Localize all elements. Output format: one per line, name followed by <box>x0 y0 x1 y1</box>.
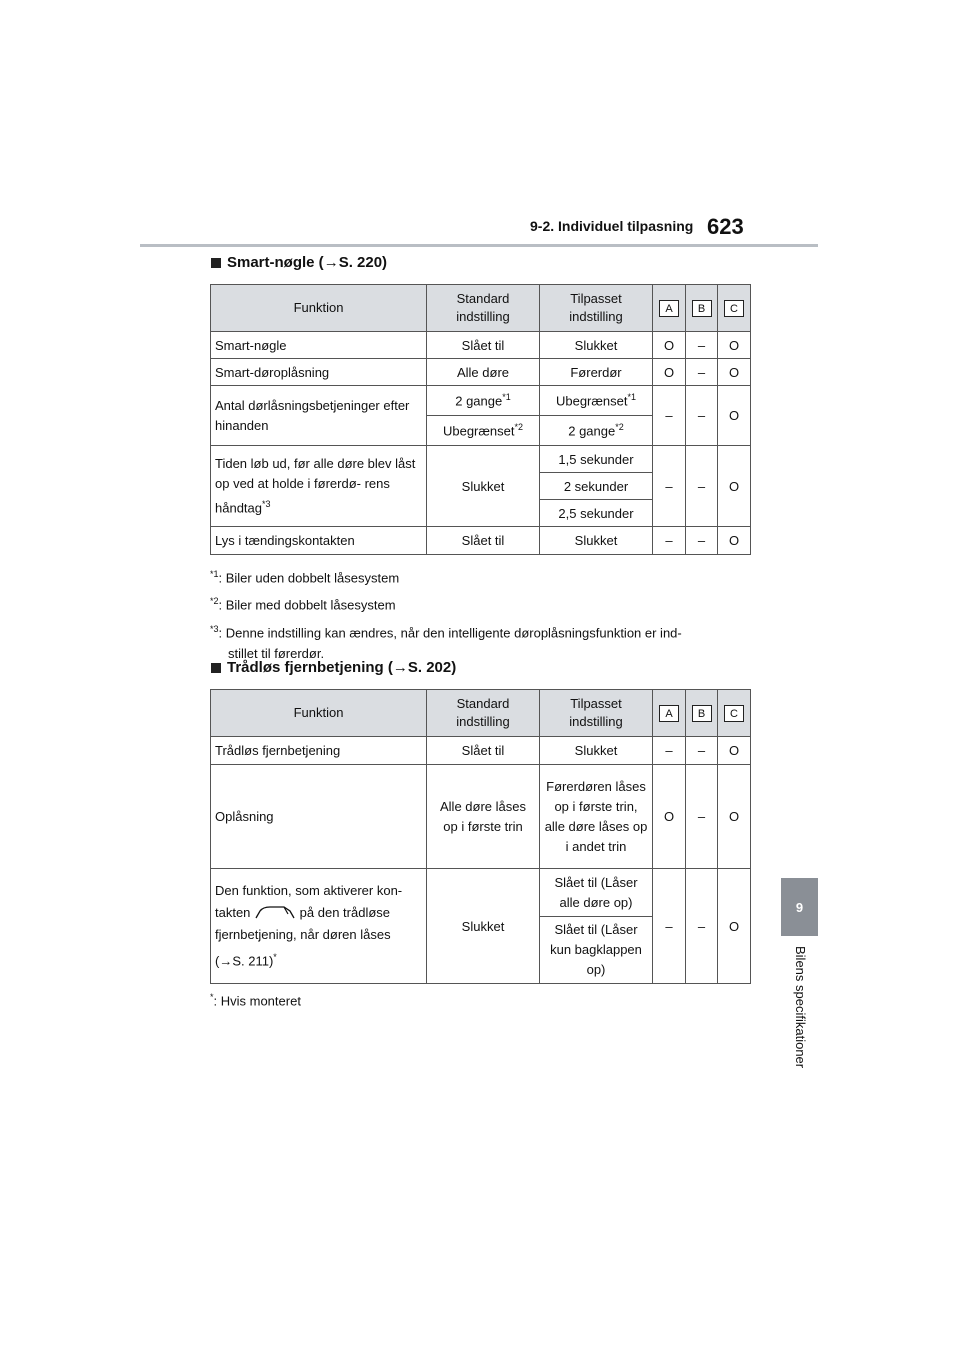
table-header-row <box>211 285 751 332</box>
cell-tilpasset: 1,5 sekunder <box>540 446 653 473</box>
cell-b: – <box>686 737 718 765</box>
bullet-square-icon <box>211 258 221 268</box>
section-heading-text: Smart-nøgle ( <box>227 254 324 271</box>
col-b <box>686 285 718 332</box>
cell-a: – <box>653 446 686 527</box>
cell-tilpasset: 2,5 sekunder <box>540 500 653 527</box>
footnote-text: : Biler med dobbelt låsesystem <box>218 597 396 613</box>
col-standard: Standard indstilling <box>427 285 540 332</box>
cell-a: – <box>653 386 686 446</box>
cell-text: Den funktion, som aktiverer kon- <box>215 882 403 898</box>
bullet-square-icon <box>211 663 221 673</box>
header-divider <box>140 244 818 247</box>
footnote <box>210 564 682 588</box>
col-tilpasset: Tilpasset indstilling <box>540 285 653 332</box>
remote-table <box>210 689 751 984</box>
table-header-row <box>211 690 751 737</box>
cell-text: ( <box>215 953 220 969</box>
footnote-mark: *2 <box>615 422 624 433</box>
cell-tilpasset: Slået til (Låser alle døre op) <box>540 869 653 917</box>
cell-funktion: Antal dørlåsningsbetjeninger efter hinanden <box>211 386 427 446</box>
cell-funktion: Trådløs fjernbetjening <box>211 737 427 765</box>
cell-standard: Slukket <box>427 446 540 527</box>
cell-tilpasset: Slået til (Låser kun bagklappen op) <box>540 917 653 984</box>
footnote <box>210 619 682 643</box>
cell-a: – <box>653 737 686 765</box>
cell-b: – <box>686 869 718 984</box>
cell-c: O <box>718 869 751 984</box>
cell-c: O <box>718 359 751 386</box>
cell-funktion <box>211 869 427 984</box>
col-tilpasset: Tilpasset indstilling <box>540 690 653 737</box>
table-row <box>211 737 751 765</box>
table-row <box>211 386 751 416</box>
cell-c: O <box>718 386 751 446</box>
cell-funktion <box>211 446 427 527</box>
footnote-mark: *1 <box>627 392 637 403</box>
col-a <box>653 285 686 332</box>
cell-standard: Alle døre <box>427 359 540 386</box>
footnote-mark: *2 <box>514 422 524 433</box>
badge-a: A <box>659 705 679 722</box>
badge-a: A <box>659 300 679 317</box>
cell-tilpasset: 2 sekunder <box>540 473 653 500</box>
section-heading-smart-key <box>211 254 387 271</box>
cell-c: O <box>718 332 751 359</box>
col-b <box>686 690 718 737</box>
section-heading-remote <box>211 659 456 676</box>
footnote-mark: * <box>273 951 277 962</box>
cell-text: 2 gange <box>455 393 503 409</box>
col-a <box>653 690 686 737</box>
footnotes-remote <box>210 987 301 1011</box>
badge-c: C <box>724 705 744 722</box>
cell-a: O <box>653 359 686 386</box>
cell-tilpasset: Førerdør <box>540 359 653 386</box>
badge-c: C <box>724 300 744 317</box>
chapter-tab: 9 <box>781 878 818 936</box>
table-row <box>211 869 751 917</box>
cell-text: Ubegrænset <box>442 423 515 439</box>
footnote <box>210 987 301 1011</box>
chapter-title: Bilens specifikationer <box>793 946 808 1069</box>
page-ref-link[interactable]: S. 220) <box>338 254 388 271</box>
cell-b: – <box>686 446 718 527</box>
cell-a: – <box>653 869 686 984</box>
cell-b: – <box>686 527 718 555</box>
page-number: 623 <box>707 214 744 239</box>
cell-tilpasset: Slukket <box>540 527 653 555</box>
table-row <box>211 332 751 359</box>
cell-c: O <box>718 446 751 527</box>
cell-b: – <box>686 332 718 359</box>
cell-c: O <box>718 765 751 869</box>
arrow-right-icon: → <box>219 953 233 969</box>
car-rear-icon <box>254 905 296 921</box>
section-heading-text: Trådløs fjernbetjening ( <box>227 659 393 676</box>
footnote-mark: *3 <box>262 498 271 509</box>
cell-tilpasset: Førerdøren låses op i første trin, alle døre låses op i andet trin <box>540 765 653 869</box>
cell-funktion: Smart-døroplåsning <box>211 359 427 386</box>
cell-text: S. 211) <box>232 953 274 969</box>
cell-tilpasset: Slukket <box>540 332 653 359</box>
badge-b: B <box>692 705 712 722</box>
smart-key-table <box>210 284 751 555</box>
footnote-mark: * <box>210 992 214 1002</box>
cell-text: 2 gange <box>568 423 616 439</box>
footnote-mark: *2 <box>210 596 219 607</box>
cell-funktion: Oplåsning <box>211 765 427 869</box>
cell-tilpasset: Slukket <box>540 737 653 765</box>
footnote-mark: *1 <box>210 569 219 579</box>
footnote-text: : Denne indstilling kan ændres, når den intelligente døroplåsningsfunktion er ind- <box>218 624 682 640</box>
cell-b: – <box>686 765 718 869</box>
cell-text: på den trådløse fjernbetjening, når døren låses <box>215 904 391 942</box>
cell-standard: Slået til <box>427 527 540 555</box>
cell-text: takten <box>215 904 251 920</box>
badge-b: B <box>692 300 712 317</box>
section-title: 9-2. Individuel tilpasning <box>530 218 694 234</box>
cell-standard: Slukket <box>427 869 540 984</box>
table-row <box>211 765 751 869</box>
cell-a: O <box>653 765 686 869</box>
footnote-text: stillet til førerdør. <box>228 645 325 661</box>
cell-standard <box>427 386 540 416</box>
cell-c: O <box>718 737 751 765</box>
col-funktion: Funktion <box>211 285 427 332</box>
cell-b: – <box>686 386 718 446</box>
cell-tilpasset <box>540 416 653 446</box>
arrow-right-icon: → <box>392 659 408 676</box>
cell-a: – <box>653 527 686 555</box>
footnote-mark: *1 <box>502 392 511 403</box>
cell-c: O <box>718 527 751 555</box>
col-standard: Standard indstilling <box>427 690 540 737</box>
cell-text: Tiden løb ud, før alle døre blev låst op ved at holde i førerdø- rens håndtag <box>215 455 416 516</box>
col-c <box>718 285 751 332</box>
cell-text: Ubegrænset <box>555 393 628 409</box>
cell-funktion: Smart-nøgle <box>211 332 427 359</box>
cell-tilpasset <box>540 386 653 416</box>
cell-b: – <box>686 359 718 386</box>
arrow-right-icon: → <box>323 254 339 271</box>
col-c <box>718 690 751 737</box>
table-row <box>211 446 751 473</box>
table-row <box>211 527 751 555</box>
cell-standard: Slået til <box>427 332 540 359</box>
footnote-mark: *3 <box>210 623 219 634</box>
cell-standard: Alle døre låses op i første trin <box>427 765 540 869</box>
footnote-text: : Biler uden dobbelt låsesystem <box>218 570 400 586</box>
col-funktion: Funktion <box>211 690 427 737</box>
cell-funktion: Lys i tændingskontakten <box>211 527 427 555</box>
cell-standard <box>427 416 540 446</box>
table-row <box>211 359 751 386</box>
page-ref-link[interactable]: S. 202) <box>407 659 457 676</box>
footnote-text: : Hvis monteret <box>213 993 301 1009</box>
footnote <box>210 591 682 615</box>
cell-standard: Slået til <box>427 737 540 765</box>
cell-a: O <box>653 332 686 359</box>
footnotes-smart-key <box>210 564 682 664</box>
